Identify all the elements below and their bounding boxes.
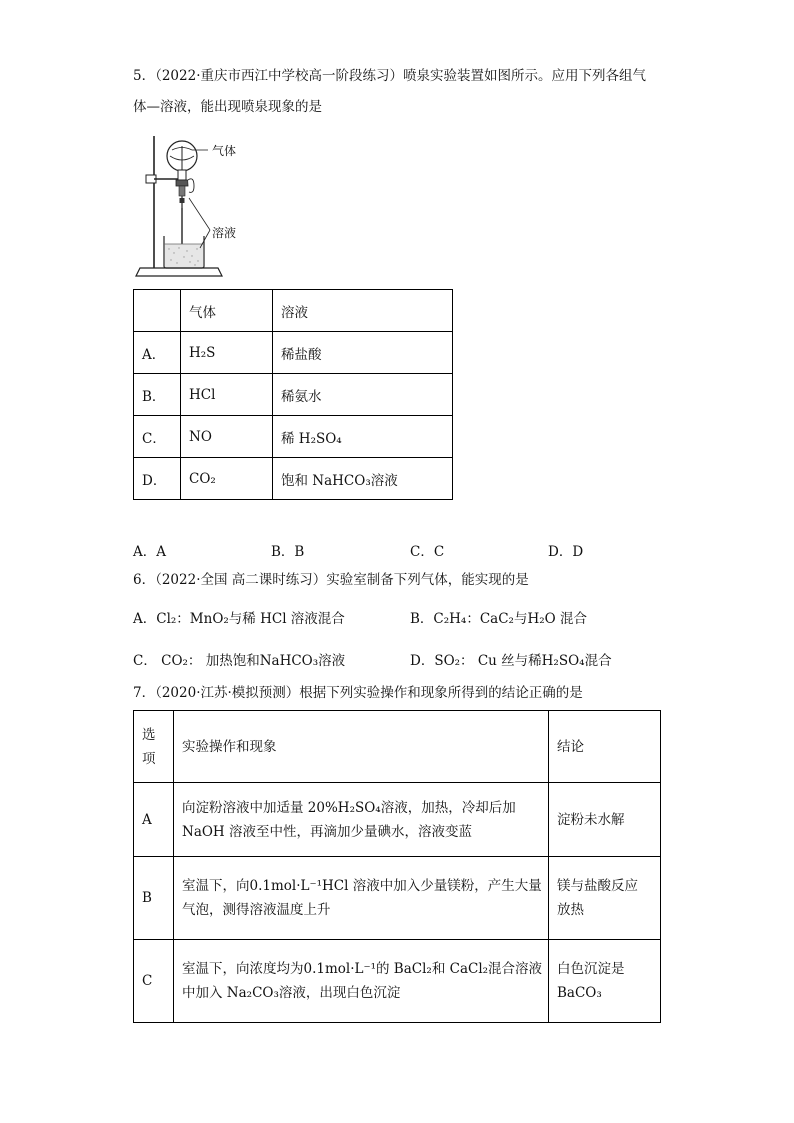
q6-option-a: A．Cl₂：MnO₂与稀 HCl 溶液混合 <box>133 611 345 627</box>
q7-header-option-1: 选 <box>142 726 156 743</box>
table-row <box>134 783 661 857</box>
q5-row-b-gas: HCl <box>181 374 273 416</box>
q5-row-a-solution: 稀盐酸 <box>273 332 453 374</box>
figure-label-solution: 溶液 <box>212 226 237 240</box>
q7-row-a-option: A <box>134 783 174 857</box>
q5-row-a-gas: H₂S <box>181 332 273 374</box>
q5-stem-line1: 喷泉实验装置如图所示。应用下列各组气 <box>403 68 646 84</box>
q5-line1 <box>133 66 646 86</box>
q5-number: 5． <box>133 68 156 84</box>
q5-source: （2022·重庆市西江中学校高一阶段练习） <box>155 68 403 84</box>
q6-number: 6． <box>133 572 156 588</box>
q5-table <box>133 289 453 500</box>
q5-row-c-solution: 稀 H₂SO₄ <box>273 416 453 458</box>
q7-row-c-op-line2: 中加入 Na₂CO₃溶液，出现白色沉淀 <box>182 985 401 1001</box>
q7-number: 7． <box>133 685 156 701</box>
q7-row-b-operation <box>174 857 549 940</box>
q5-choice-b: B．B <box>271 544 305 560</box>
fountain-apparatus-figure <box>134 132 254 282</box>
q7-row-b-op-line2: 气泡，测得溶液温度上升 <box>182 902 331 918</box>
q7-row-a-op-line2: NaOH 溶液至中性，再滴加少量碘水，溶液变蓝 <box>182 823 472 840</box>
q5-row-c-option: C． <box>134 416 181 458</box>
q5-row-a-option: A． <box>134 332 181 374</box>
q5-choice-c: C．C <box>410 544 445 560</box>
q7-row-b-op-line1: 室温下，向0.1mol·L⁻¹HCl 溶液中加入少量镁粉，产生大量 <box>182 878 542 894</box>
q7-stem: 根据下列实验操作和现象所得到的结论正确的是 <box>299 685 583 701</box>
q5-row-d-option: D． <box>134 458 181 500</box>
q5-row-c-gas: NO <box>181 416 273 458</box>
q7-row-c-option: C <box>134 940 174 1023</box>
q7-row-b-concl-line1: 镁与盐酸反应 <box>557 878 638 894</box>
table-row <box>134 458 453 500</box>
q5-header-gas: 气体 <box>181 290 273 332</box>
q5-choice-a: A．A <box>133 544 166 560</box>
q5-table-header-row <box>134 290 453 332</box>
q7-row-a-conclusion <box>549 783 661 857</box>
q7-row-c-conclusion <box>549 940 661 1023</box>
q7-line <box>133 683 583 703</box>
q5-row-d-solution: 饱和 NaHCO₃溶液 <box>273 458 453 500</box>
q5-row-d-gas: CO₂ <box>181 458 273 500</box>
table-row <box>134 940 661 1023</box>
table-row <box>134 416 453 458</box>
q7-row-c-concl-line1: 白色沉淀是 <box>557 961 625 977</box>
table-row <box>134 857 661 940</box>
q7-row-b-conclusion <box>549 857 661 940</box>
q7-row-a-concl-line1: 淀粉未水解 <box>557 811 625 828</box>
table-row <box>134 374 453 416</box>
q7-header-option-2: 项 <box>142 750 156 767</box>
q6-option-c: C． CO₂： 加热饱和NaHCO₃溶液 <box>133 653 346 669</box>
q6-option-b: B．C₂H₄：CaC₂与H₂O 混合 <box>410 611 588 627</box>
q6-stem: 实验室制备下列气体，能实现的是 <box>326 572 529 588</box>
q5-stem-line2: 体—溶液，能出现喷泉现象的是 <box>133 99 322 115</box>
q7-header-conclusion: 结论 <box>549 711 661 783</box>
q5-row-b-option: B． <box>134 374 181 416</box>
q6-line <box>133 570 529 590</box>
q7-row-c-operation <box>174 940 549 1023</box>
q6-source: （2022·全国 高二课时练习） <box>155 572 327 588</box>
figure-label-gas: 气体 <box>212 144 237 158</box>
q7-header-option <box>134 711 174 783</box>
q5-row-b-solution: 稀氨水 <box>273 374 453 416</box>
q5-choice-d: D．D <box>548 544 584 560</box>
q5-header-empty <box>134 290 181 332</box>
q7-row-c-concl-line2: BaCO₃ <box>557 985 602 1001</box>
q7-row-a-operation <box>174 783 549 857</box>
q7-source: （2020·江苏·模拟预测） <box>155 685 300 701</box>
q7-table-header-row <box>134 711 661 783</box>
q7-row-b-option: B <box>134 857 174 940</box>
q7-table <box>133 710 661 1023</box>
q7-header-operation: 实验操作和现象 <box>174 711 549 783</box>
table-row <box>134 332 453 374</box>
q7-row-b-concl-line2: 放热 <box>557 902 584 918</box>
q6-option-d: D．SO₂： Cu 丝与稀H₂SO₄混合 <box>410 653 612 669</box>
q7-row-a-op-line1: 向淀粉溶液中加适量 20%H₂SO₄溶液，加热，冷却后加 <box>182 799 516 816</box>
q5-header-solution: 溶液 <box>273 290 453 332</box>
q7-row-c-op-line1: 室温下，向浓度均为0.1mol·L⁻¹的 BaCl₂和 CaCl₂混合溶液 <box>182 961 543 977</box>
